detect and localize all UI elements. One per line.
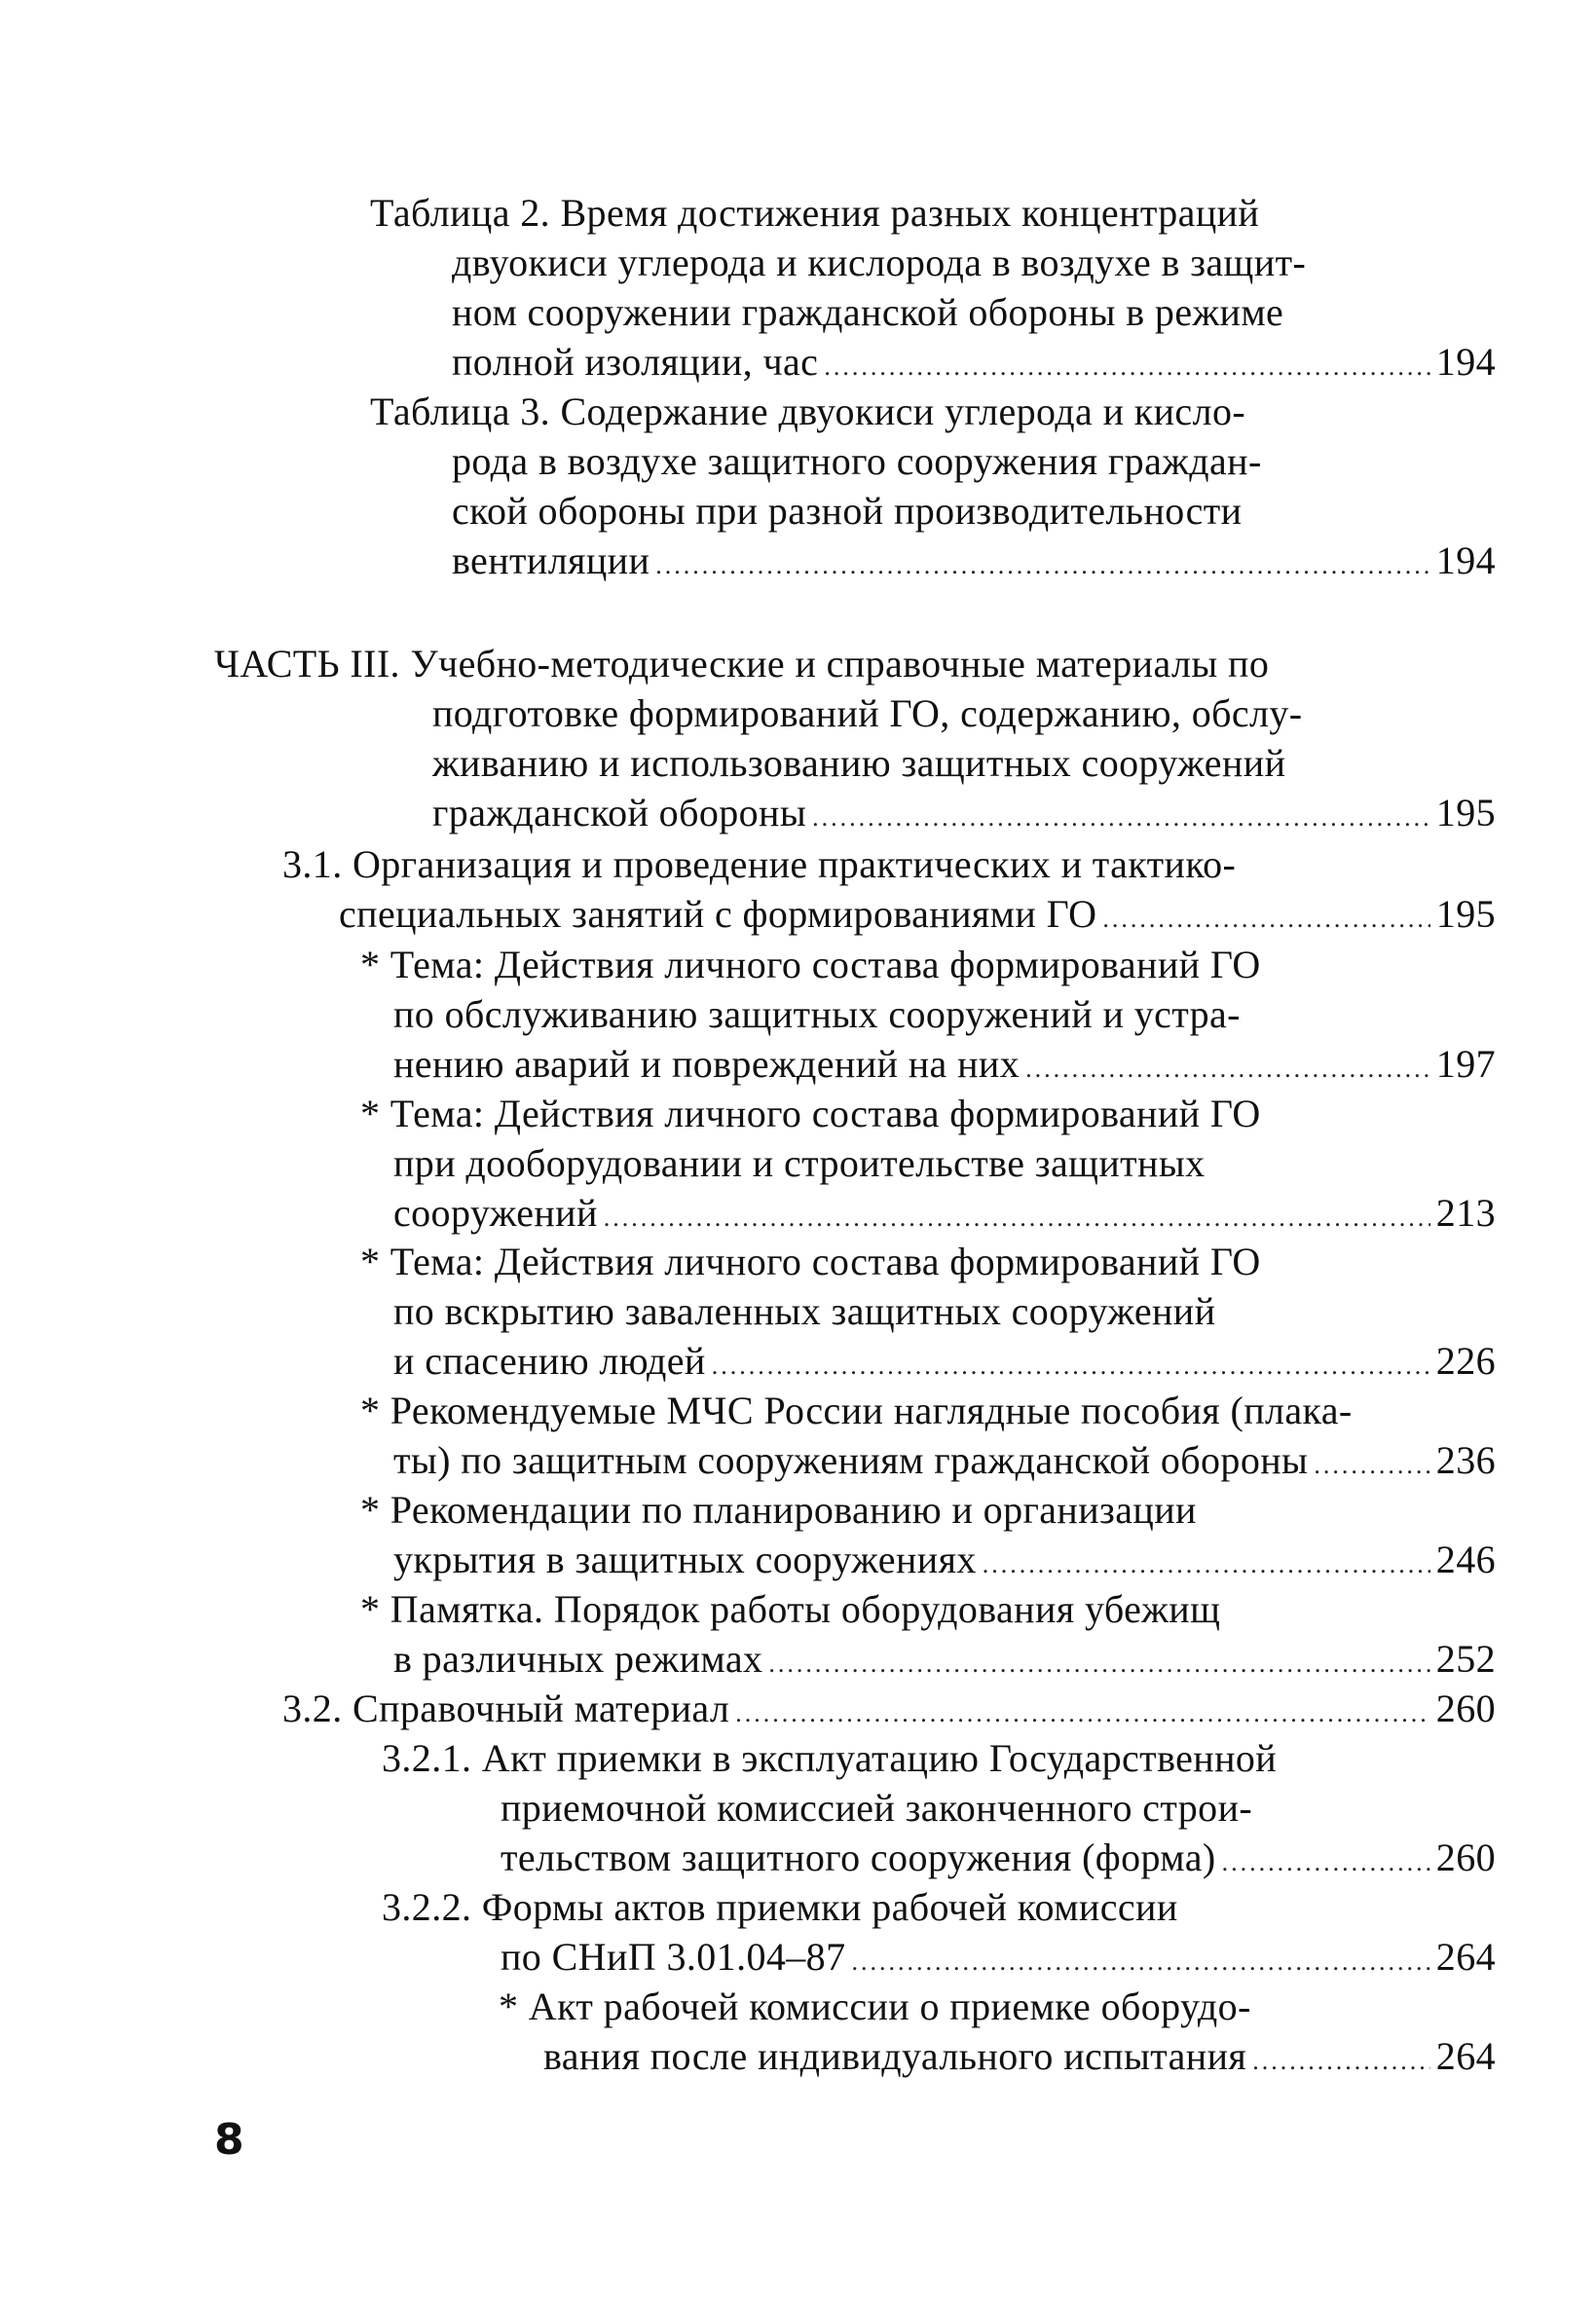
toc-entry-title: и спасению людей bbox=[393, 1339, 706, 1383]
toc-line: по вскрытию заваленных защитных сооружений bbox=[393, 1289, 1216, 1333]
dot-leader bbox=[824, 342, 1429, 391]
dot-leader bbox=[1025, 1044, 1430, 1094]
toc-entry-title: нению аварий и повреждений на них bbox=[393, 1042, 1021, 1086]
dot-leader bbox=[812, 793, 1430, 842]
toc-page-number: 260 bbox=[1435, 1687, 1496, 1730]
toc-entry-title: ты) по защитным сооружениям гражданской обороны bbox=[393, 1438, 1309, 1482]
toc-line: ЧАСТЬ III. Учебно-методические и справочные материалы по bbox=[214, 642, 1270, 686]
toc-line-last bbox=[282, 1684, 1496, 1733]
toc-entry-act bbox=[499, 1982, 1496, 2081]
toc-entry-topic-1 bbox=[360, 940, 1496, 1089]
dot-leader bbox=[604, 1193, 1430, 1242]
toc-line: * Памятка. Порядок работы оборудования убежищ bbox=[360, 1587, 1221, 1631]
toc-entry-title: 3.2. Справочный материал bbox=[282, 1687, 730, 1730]
toc-line-last bbox=[360, 1435, 1496, 1485]
toc-page-number: 226 bbox=[1435, 1339, 1496, 1383]
dot-leader bbox=[1314, 1440, 1429, 1490]
toc-page-number: 194 bbox=[1435, 538, 1496, 582]
toc-page-number: 195 bbox=[1435, 791, 1496, 834]
toc-line: живанию и использованию защитных сооружений bbox=[432, 741, 1286, 785]
toc-entry-part-3 bbox=[214, 639, 1496, 837]
toc-line: рода в воздухе защитного сооружения граждан- bbox=[452, 439, 1262, 483]
toc-entry-table-2 bbox=[370, 188, 1496, 387]
toc-line: при дооборудовании и строительстве защитных bbox=[393, 1141, 1206, 1185]
toc-page-number: 260 bbox=[1435, 1835, 1496, 1879]
toc-entry-topic-2 bbox=[360, 1089, 1496, 1238]
toc-entry-recommendations bbox=[360, 1485, 1496, 1584]
toc-page-number: 195 bbox=[1435, 892, 1496, 936]
page-number: 8 bbox=[214, 2115, 244, 2165]
toc-entry-title: по СНиП 3.01.04–87 bbox=[501, 1935, 846, 1979]
toc-line: * Рекомендуемые МЧС России наглядные пособия (плака- bbox=[360, 1389, 1353, 1432]
toc-entry-title: гражданской обороны bbox=[432, 791, 807, 834]
toc-page-number: 197 bbox=[1435, 1042, 1496, 1086]
toc-line: Таблица 3. Содержание двуокиси углерода и кисло- bbox=[370, 389, 1246, 433]
toc-page-number: 213 bbox=[1435, 1191, 1496, 1235]
toc-line: * Тема: Действия личного состава формирований ГО bbox=[360, 1092, 1261, 1135]
toc-page-number: 236 bbox=[1435, 1438, 1496, 1482]
toc-line-last bbox=[360, 1634, 1496, 1684]
toc-line: двуокиси углерода и кислорода в воздухе в защит- bbox=[452, 241, 1307, 284]
toc-line: * Рекомендации по планированию и организации bbox=[360, 1488, 1197, 1532]
toc-line-last bbox=[360, 1039, 1496, 1089]
toc-line-last bbox=[382, 1833, 1496, 1882]
dot-leader bbox=[1222, 1837, 1430, 1887]
toc-line: * Тема: Действия личного состава формирований ГО bbox=[360, 943, 1261, 986]
dot-leader bbox=[1102, 894, 1429, 944]
toc-entry-3-2 bbox=[282, 1684, 1496, 1733]
toc-line: подготовке формирований ГО, содержанию, обслу- bbox=[432, 691, 1303, 735]
toc-entry-memo bbox=[360, 1584, 1496, 1684]
toc-line-last bbox=[360, 1188, 1496, 1238]
toc-entry-topic-3 bbox=[360, 1237, 1496, 1386]
toc-entry-3-2-2 bbox=[382, 1882, 1496, 1982]
toc-line: * Акт рабочей комиссии о приемке оборудо- bbox=[499, 1984, 1251, 2028]
dot-leader bbox=[851, 1937, 1429, 1986]
toc-page-number: 246 bbox=[1435, 1538, 1496, 1581]
toc-line: ном сооружении гражданской обороны в режиме bbox=[452, 290, 1284, 334]
toc-line-last bbox=[360, 1336, 1496, 1386]
toc-line: приемочной комиссией законченного строи- bbox=[501, 1786, 1253, 1830]
toc-entry-title: укрытия в защитных сооружениях bbox=[393, 1538, 977, 1581]
toc-page-number: 264 bbox=[1435, 1935, 1496, 1979]
toc-line: * Тема: Действия личного состава формирований ГО bbox=[360, 1240, 1261, 1283]
toc-entry-posters bbox=[360, 1386, 1496, 1485]
toc-line: ской обороны при разной производительности bbox=[452, 489, 1243, 533]
toc-line: по обслуживанию защитных сооружений и устра- bbox=[393, 992, 1241, 1036]
toc-line: Таблица 2. Время достижения разных концентраций bbox=[370, 191, 1260, 235]
dot-leader bbox=[1252, 2036, 1430, 2086]
toc-page-number: 264 bbox=[1435, 2034, 1496, 2078]
dot-leader bbox=[983, 1539, 1430, 1589]
toc-entry-title: вания после индивидуального испытания bbox=[543, 2034, 1247, 2078]
toc-page-number: 194 bbox=[1435, 340, 1496, 384]
toc-line-last bbox=[214, 788, 1496, 837]
toc-line-last bbox=[282, 889, 1496, 939]
toc-entry-title: тельством защитного сооружения (форма) bbox=[501, 1835, 1216, 1879]
toc-line-last bbox=[382, 1932, 1496, 1982]
dot-leader bbox=[768, 1639, 1429, 1688]
toc-line-last bbox=[499, 2031, 1496, 2081]
toc-line-last bbox=[370, 536, 1496, 585]
toc-entry-title: полной изоляции, час bbox=[452, 340, 819, 384]
toc-line: 3.2.2. Формы актов приемки рабочей комиссии bbox=[382, 1885, 1178, 1929]
toc-entry-title: вентиляции bbox=[452, 538, 650, 582]
dot-leader bbox=[735, 1688, 1430, 1738]
toc-entry-title: специальных занятий с формированиями ГО bbox=[339, 892, 1097, 936]
toc-entry-title: в различных режимах bbox=[393, 1637, 763, 1681]
toc-entry-3-1 bbox=[282, 839, 1496, 939]
dot-leader bbox=[712, 1341, 1430, 1391]
toc-line: 3.1. Организация и проведение практических и тактико- bbox=[282, 842, 1237, 886]
toc-entry-title: сооружений bbox=[393, 1191, 598, 1235]
toc-entry-3-2-1 bbox=[382, 1733, 1496, 1882]
toc-entry-table-3 bbox=[370, 387, 1496, 585]
toc-line: 3.2.1. Акт приемки в эксплуатацию Государственной bbox=[382, 1736, 1278, 1780]
toc-page-number: 252 bbox=[1435, 1637, 1496, 1681]
toc-line-last bbox=[360, 1535, 1496, 1584]
dot-leader bbox=[655, 540, 1430, 590]
toc-line-last bbox=[370, 337, 1496, 387]
